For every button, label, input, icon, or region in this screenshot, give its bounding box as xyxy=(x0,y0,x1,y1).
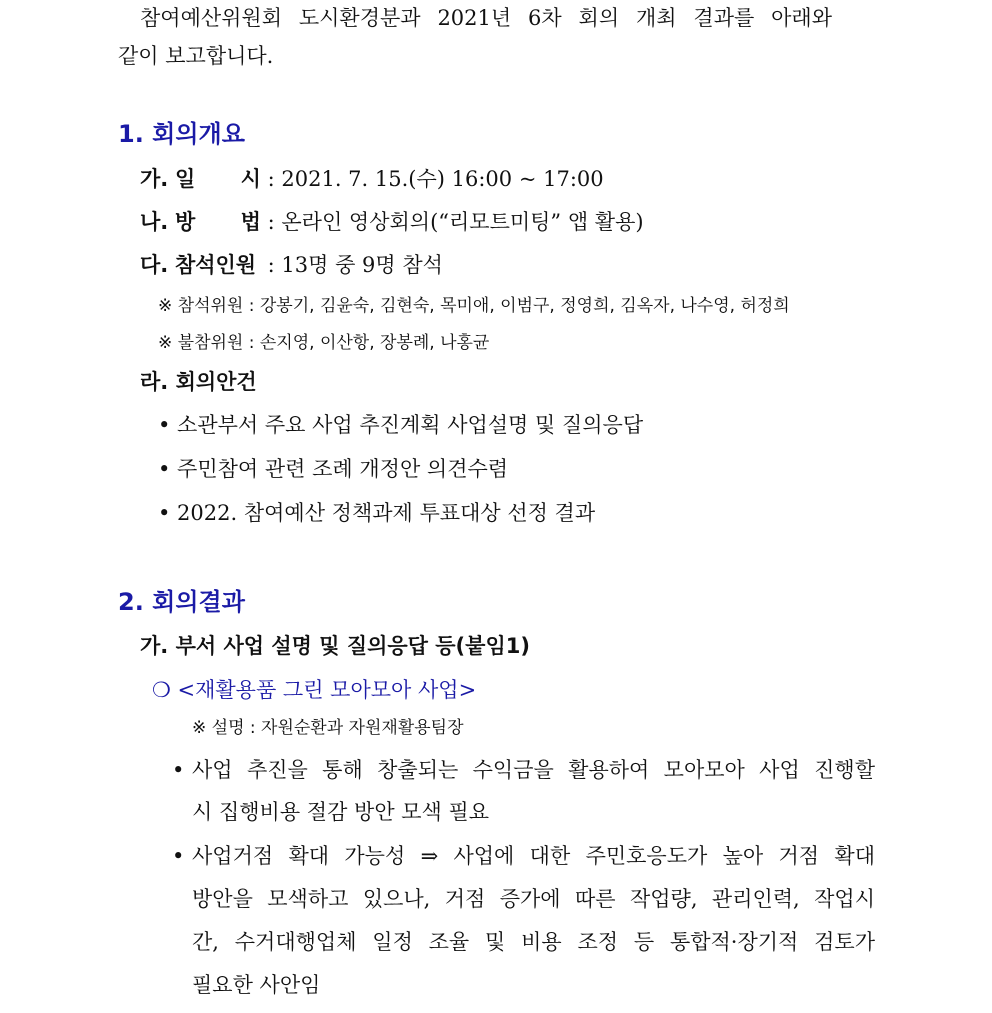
section-2-title: 2. 회의결과 xyxy=(118,588,245,616)
agenda-item: • 2022. 참여예산 정책과제 투표대상 선정 결과 xyxy=(158,501,596,525)
point-2-line-4: 필요한 사안임 xyxy=(192,973,321,997)
absentees-note: ※ 불참위원 : 손지영, 이산항, 장봉례, 나홍균 xyxy=(158,333,490,353)
point-1-line-1: 사업 추진을 통해 창출되는 수익금을 활용하여 모아모아 사업 진행할 xyxy=(192,758,875,782)
overview-item-prefix: 가. xyxy=(140,167,169,191)
overview-item-method xyxy=(140,212,644,233)
point-1-line-2: 시 집행비용 절감 방안 모색 필요 xyxy=(192,800,490,824)
section-1-title: 1. 회의개요 xyxy=(118,120,245,148)
overview-item-value: : 2021. 7. 15.(수) 16:00 ~ 17:00 xyxy=(267,167,604,191)
intro-line-2: 같이 보고합니다. xyxy=(118,44,274,68)
overview-item-value: : 온라인 영상회의(“리모트미팅” 앱 활용) xyxy=(267,210,644,234)
bullet-marker: • xyxy=(172,844,185,868)
overview-item-attendance xyxy=(140,255,443,276)
project-marker: ❍ xyxy=(152,678,171,702)
agenda-title: 라. 회의안건 xyxy=(140,370,257,394)
overview-item-prefix: 다. xyxy=(140,253,169,277)
overview-item-label: 방 법 xyxy=(174,210,261,234)
attendees-note: ※ 참석위원 : 강봉기, 김윤숙, 김현숙, 목미애, 이범구, 정영희, 김옥자, 나수영, 허정희 xyxy=(158,296,790,316)
project-heading xyxy=(152,680,476,701)
point-2-line-3: 간, 수거대행업체 일정 조율 및 비용 조정 등 통합적·장기적 검토가 xyxy=(192,930,875,954)
overview-item-date xyxy=(140,169,604,190)
results-subtitle: 가. 부서 사업 설명 및 질의응답 등(붙임1) xyxy=(140,634,530,658)
intro-line-1: 참여예산위원회 도시환경분과 2021년 6차 회의 개최 결과를 아래와 xyxy=(140,6,832,30)
bullet-marker: • xyxy=(172,758,185,782)
project-name: <재활용품 그린 모아모아 사업> xyxy=(177,678,477,702)
point-2-line-2: 방안을 모색하고 있으나, 거점 증가에 따른 작업량, 관리인력, 작업시 xyxy=(192,887,875,911)
agenda-item: • 소관부서 주요 사업 추진계획 사업설명 및 질의응답 xyxy=(158,413,644,437)
explanation-note: ※ 설명 : 자원순환과 자원재활용팀장 xyxy=(192,718,464,738)
point-2-line-1: 사업거점 확대 가능성 ⇒ 사업에 대한 주민호응도가 높아 거점 확대 xyxy=(192,844,875,868)
overview-item-label: 일 시 xyxy=(174,167,261,191)
agenda-item: • 주민참여 관련 조례 개정안 의견수렴 xyxy=(158,457,509,481)
overview-item-label: 참석인원 xyxy=(174,253,257,277)
overview-item-value: : 13명 중 9명 참석 xyxy=(267,253,443,277)
overview-item-prefix: 나. xyxy=(140,210,169,234)
